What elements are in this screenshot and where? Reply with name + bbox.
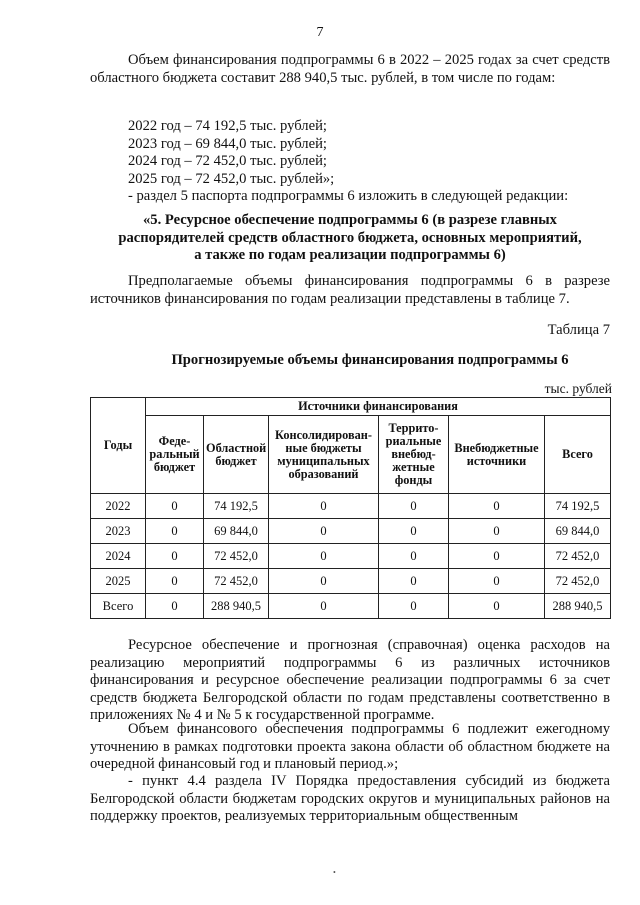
planned-paragraph: Предполагаемые объемы финансирования подпрограммы 6 в разрезе источников финансирования по годам реализации представлены в таблице 7. [90, 273, 610, 307]
table-cell: 0 [146, 494, 204, 519]
header-extrabudgetary: Внебюджетные источники [449, 416, 545, 494]
table-cell: 74 192,5 [204, 494, 269, 519]
table-cell: 72 452,0 [545, 544, 611, 569]
scan-dot: • [333, 868, 336, 877]
table-cell: 0 [449, 544, 545, 569]
section-heading-line: распорядителей средств областного бюджета, основных мероприятий, [118, 229, 582, 246]
table-row [91, 569, 611, 594]
table-cell: 0 [269, 594, 379, 619]
table-cell: 0 [269, 569, 379, 594]
table-cell: 0 [146, 544, 204, 569]
table-cell: 0 [449, 519, 545, 544]
header-municipal: Консолидирован-ные бюджеты муниципальных образований [269, 416, 379, 494]
header-sources-group: Источники финансирования [146, 398, 611, 416]
item-paragraph: - пункт 4.4 раздела IV Порядка предоставления субсидий из бюджета Белгородской области бюджетам городских округов и муниципальных районов на поддержку проектов, реализуемых территориальным общественным [90, 773, 610, 824]
table-cell: Всего [91, 594, 146, 619]
table-cell: 69 844,0 [204, 519, 269, 544]
year-line-2024: 2024 год – 72 452,0 тыс. рублей; [128, 153, 327, 169]
table-cell: 72 452,0 [204, 569, 269, 594]
table-cell: 2025 [91, 569, 146, 594]
table-cell: 72 452,0 [204, 544, 269, 569]
annual-paragraph: Объем финансового обеспечения подпрограммы 6 подлежит ежегодному уточнению в рамках подготовки проекта закона области об областном бюджете на очередной финансовый год и плановый период.»; [90, 721, 610, 772]
section-instruction: - раздел 5 паспорта подпрограммы 6 изложить в следующей редакции: [128, 188, 569, 204]
header-territorial-funds: Террито-риальные внебюд-жетные фонды [379, 416, 449, 494]
table-cell: 288 940,5 [545, 594, 611, 619]
year-line-2023: 2023 год – 69 844,0 тыс. рублей; [128, 135, 327, 152]
section-heading [90, 212, 610, 265]
table-cell: 0 [449, 494, 545, 519]
table-row [91, 519, 611, 544]
units-label: тыс. рублей [544, 381, 612, 396]
table-cell: 0 [449, 594, 545, 619]
table-cell: 69 844,0 [545, 519, 611, 544]
intro-paragraph: Объем финансирования подпрограммы 6 в 2022 – 2025 годах за счет средств областного бюджета составит 288 940,5 тыс. рублей, в том числе по годам: [90, 52, 610, 86]
table-cell: 0 [269, 544, 379, 569]
header-regional: Областной бюджет [204, 416, 269, 494]
table-cell: 0 [379, 544, 449, 569]
table-cell: 2024 [91, 544, 146, 569]
financing-table [90, 397, 611, 619]
table-cell: 0 [379, 594, 449, 619]
table-cell: 2022 [91, 494, 146, 519]
table-cell: 0 [146, 594, 204, 619]
table-cell: 2023 [91, 519, 146, 544]
table-caption: Таблица 7 [547, 322, 610, 338]
table-row [91, 494, 611, 519]
year-list [128, 118, 568, 206]
table-cell: 0 [146, 569, 204, 594]
header-total: Всего [545, 416, 611, 494]
year-line-2022: 2022 год – 74 192,5 тыс. рублей; [128, 118, 327, 134]
table-cell: 0 [146, 519, 204, 544]
table-row [91, 544, 611, 569]
table-cell: 0 [379, 519, 449, 544]
resource-paragraph: Ресурсное обеспечение и прогнозная (справочная) оценка расходов на реализацию мероприятий подпрограммы 6 из различных источников финансирования и ресурсное обеспечение реализации подпрограммы 6 за счет средств бюджета Белгородской области по годам представлены соответственно в приложениях № 4 и № 5 к государственной программе. [90, 637, 610, 723]
page-number: 7 [316, 25, 324, 40]
table-title: Прогнозируемые объемы финансирования подпрограммы 6 [171, 352, 569, 368]
table-cell: 0 [269, 519, 379, 544]
table-cell: 0 [449, 569, 545, 594]
table-cell: 0 [379, 569, 449, 594]
table-cell: 72 452,0 [545, 569, 611, 594]
header-federal: Феде-ральный бюджет [146, 416, 204, 494]
section-heading-line: «5. Ресурсное обеспечение подпрограммы 6 (в разрезе главных [143, 212, 557, 228]
table-cell: 0 [379, 494, 449, 519]
section-heading-line: а также по годам реализации подпрограммы 6) [194, 247, 506, 263]
year-line-2025: 2025 год – 72 452,0 тыс. рублей»; [128, 170, 335, 187]
table-row-total [91, 594, 611, 619]
table-cell: 288 940,5 [204, 594, 269, 619]
table-cell: 0 [269, 494, 379, 519]
header-years: Годы [91, 398, 146, 494]
table-cell: 74 192,5 [545, 494, 611, 519]
